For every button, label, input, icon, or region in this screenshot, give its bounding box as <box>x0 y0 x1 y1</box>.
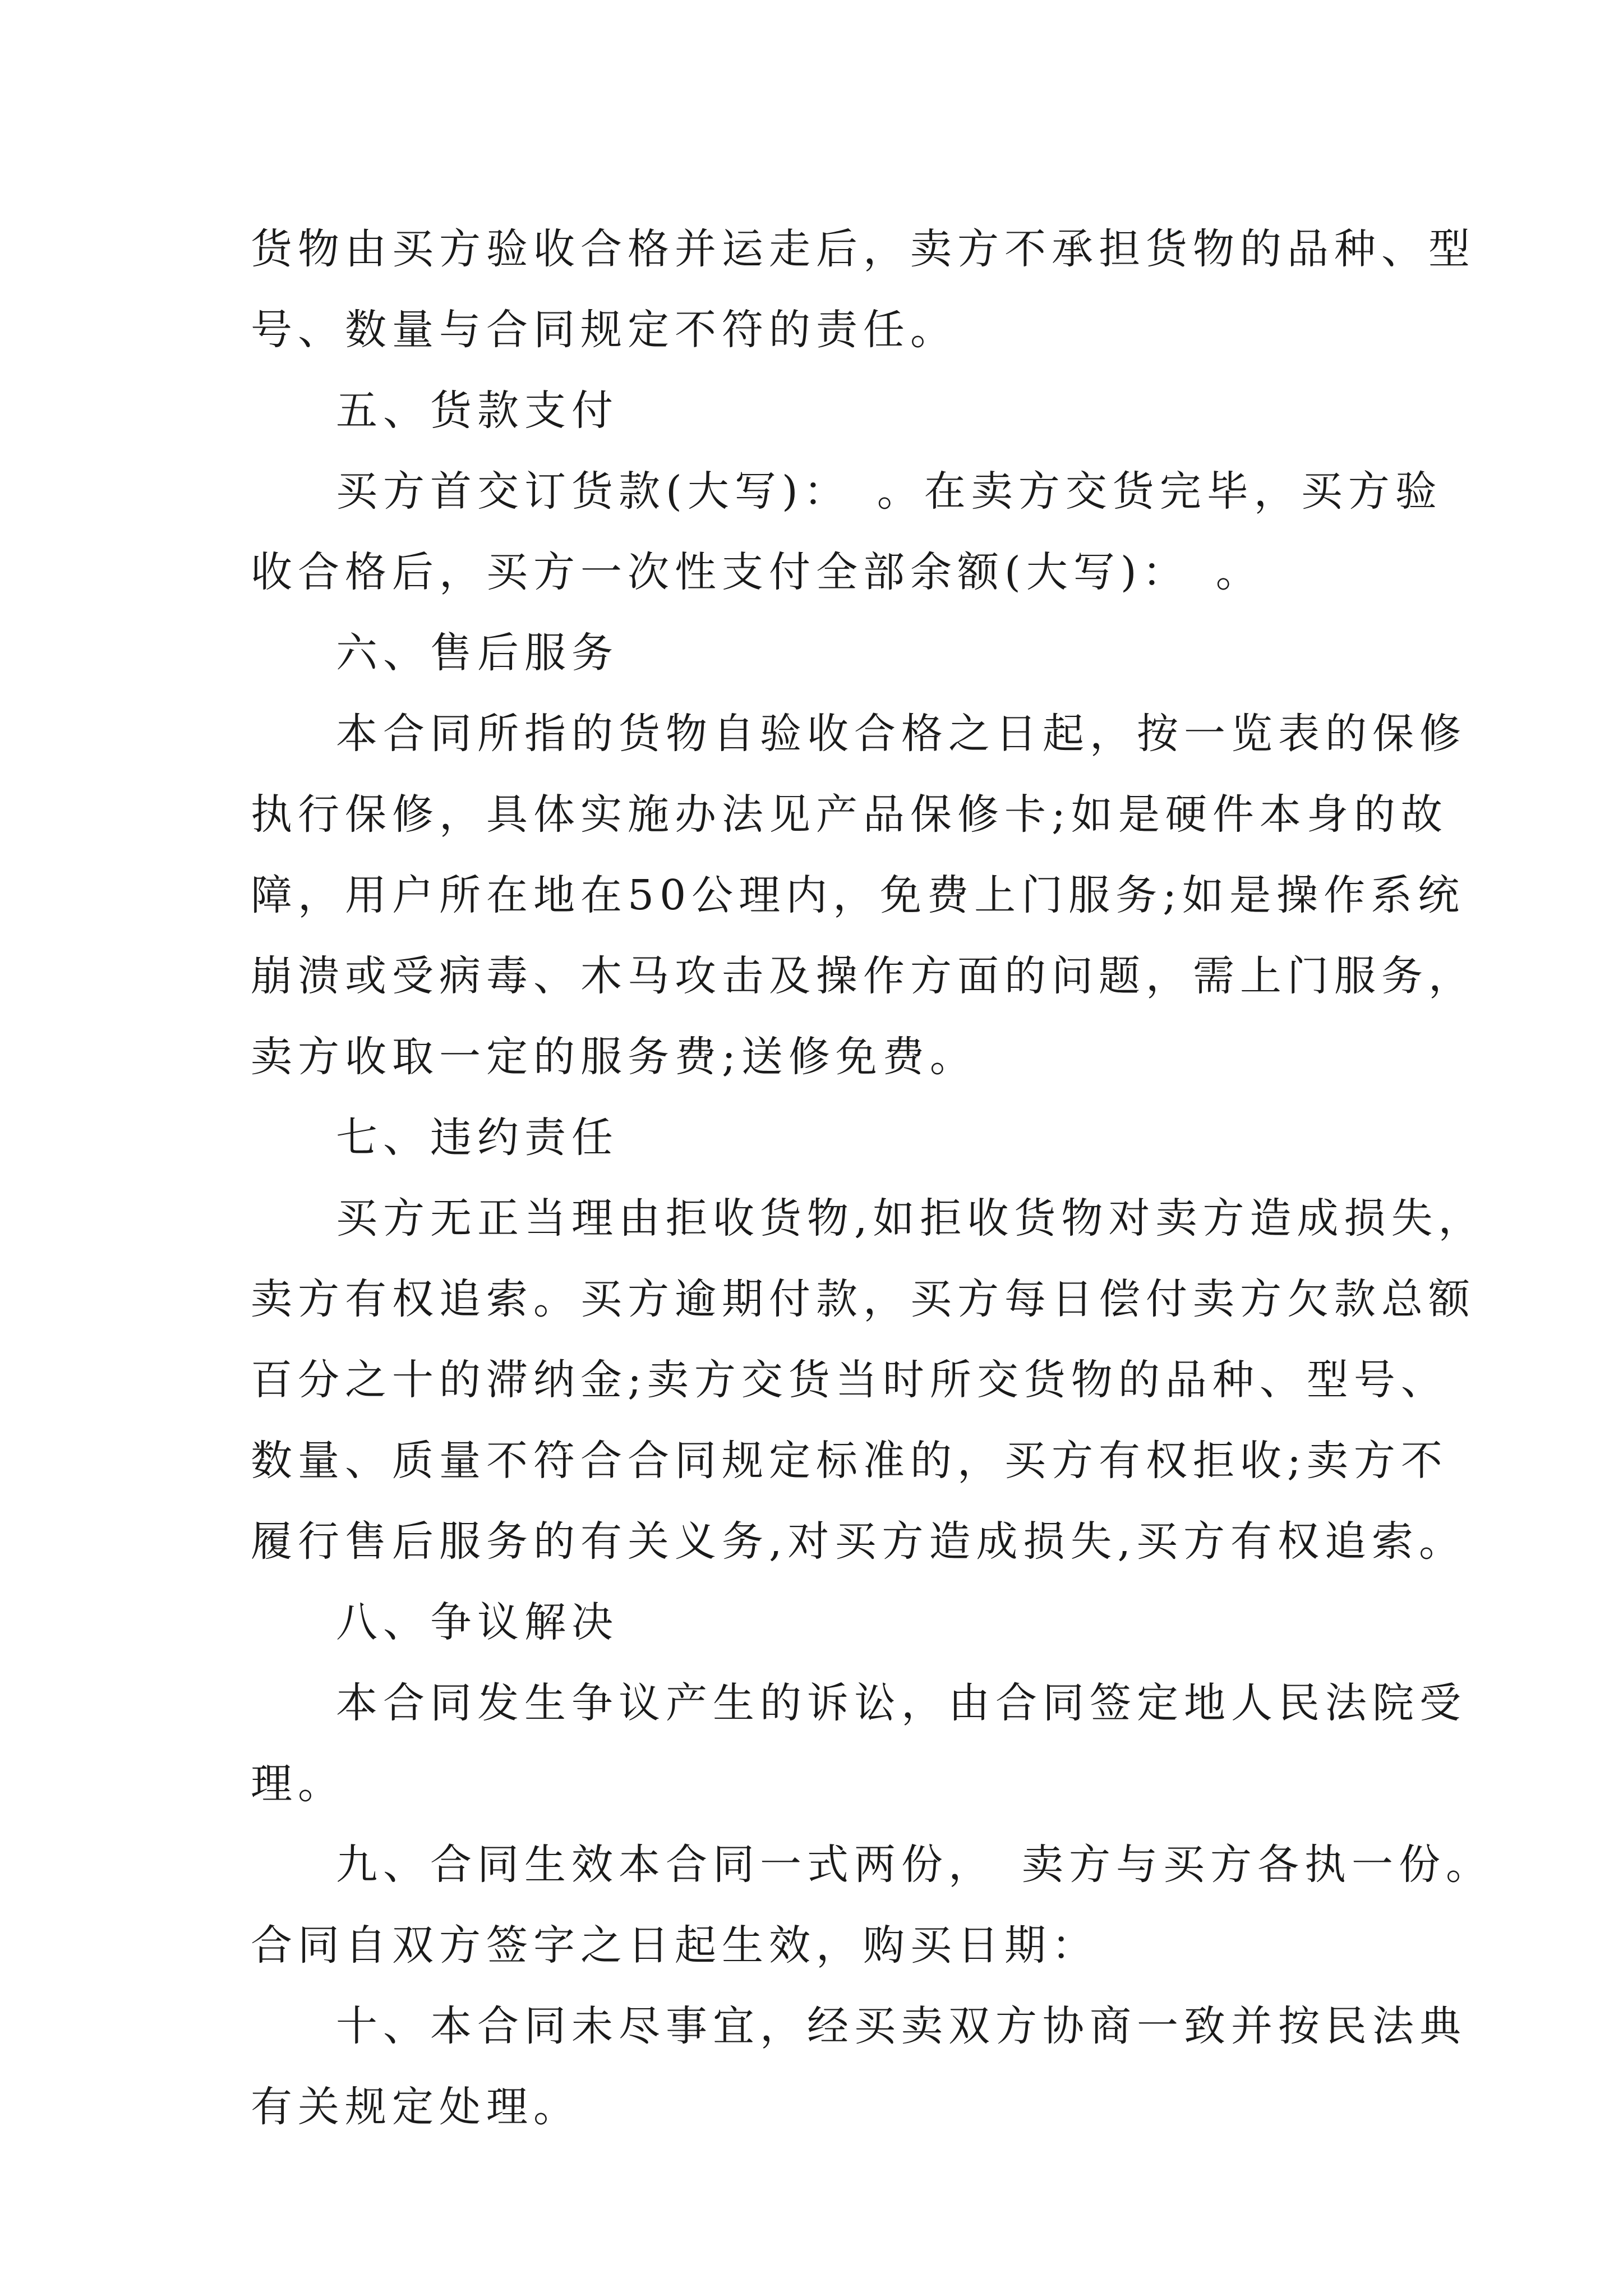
text-line: 执行保修，具体实施办法见产品保修卡;如是硬件本身的故 <box>251 790 1448 839</box>
text-line: 买方首交订货款(大写)： 。在卖方交货完毕，买方验 <box>336 467 1442 516</box>
document-body <box>251 209 1493 2147</box>
section-heading-after-sales: 六、售后服务 <box>336 629 619 677</box>
text-line: 合同自双方签字之日起生效，购买日期： <box>251 1921 1099 1970</box>
text-line: 货物由买方验收合格并运走后，卖方不承担货物的品种、型 <box>251 225 1476 273</box>
text-line: 卖方有权追索。买方逾期付款，买方每日偿付卖方欠款总额 <box>251 1275 1476 1323</box>
text-line: 障，用户所在地在50公理内，免费上门服务;如是操作系统 <box>251 871 1465 919</box>
text-line: 卖方收取一定的服务费;送修免费。 <box>251 1033 977 1081</box>
text-line: 理。 <box>251 1760 345 1808</box>
text-line: 有关规定处理。 <box>251 2083 580 2131</box>
section-heading-liability: 七、违约责任 <box>336 1114 619 1162</box>
text-line: 收合格后，买方一次性支付全部余额(大写)： 。 <box>251 548 1263 596</box>
text-line: 本合同所指的货物自验收合格之日起，按一览表的保修 <box>336 710 1467 758</box>
text-line: 崩溃或受病毒、木马攻击及操作方面的问题，需上门服务， <box>251 952 1476 1000</box>
text-line: 数量、质量不符合合同规定标准的，买方有权拒收;卖方不 <box>251 1437 1448 1485</box>
section-heading-payment: 五、货款支付 <box>336 386 619 435</box>
text-line: 履行售后服务的有关义务,对买方造成损失,买方有权追索。 <box>251 1517 1467 1566</box>
text-line: 本合同发生争议产生的诉讼，由合同签定地人民法院受 <box>336 1679 1467 1727</box>
section-heading-effect: 九、合同生效本合同一式两份， 卖方与买方各执一份。 <box>336 1841 1493 1889</box>
section-heading-misc: 十、本合同未尽事宜，经买卖双方协商一致并按民法典 <box>336 2002 1467 2050</box>
text-line: 买方无正当理由拒收货物,如拒收货物对卖方造成损失， <box>336 1194 1486 1243</box>
text-line: 百分之十的滞纳金;卖方交货当时所交货物的品种、型号、 <box>251 1356 1448 1404</box>
text-line: 号、数量与合同规定不符的责任。 <box>251 306 957 354</box>
section-heading-dispute: 八、争议解决 <box>336 1598 619 1646</box>
